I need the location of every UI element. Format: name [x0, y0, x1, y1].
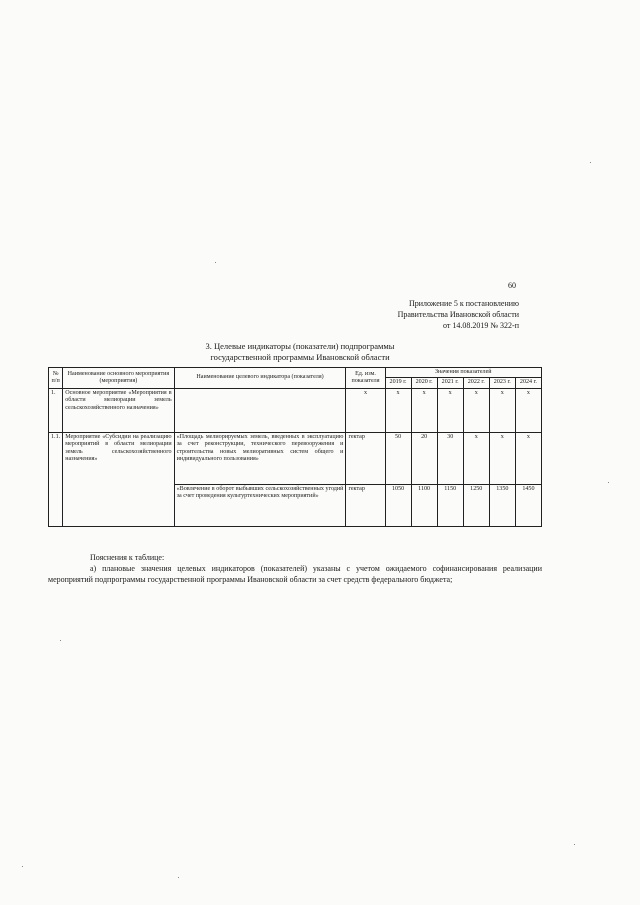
cell-event: Мероприятие «Субсидии на реализацию мероприятий в области мелиорации земель сельскохозяйственного назначения» — [63, 432, 174, 526]
cell-value: х — [515, 388, 541, 432]
cell-indicator — [174, 388, 346, 432]
header-year: 2024 г. — [515, 378, 541, 388]
cell-value: х — [411, 388, 437, 432]
scan-speck — [608, 482, 609, 483]
header-num: № п/п — [49, 368, 63, 389]
cell-value: х — [437, 388, 463, 432]
cell-unit: х — [346, 388, 385, 432]
cell-value: 30 — [437, 432, 463, 484]
scan-speck — [178, 877, 179, 878]
table-row — [49, 432, 542, 484]
cell-value: 50 — [385, 432, 411, 484]
cell-unit: гектар — [346, 432, 385, 484]
appendix-line: Приложение 5 к постановлению — [408, 299, 519, 308]
scan-speck — [60, 640, 61, 641]
cell-value: х — [463, 388, 489, 432]
header-year: 2019 г. — [385, 378, 411, 388]
table-row — [49, 388, 542, 432]
header-values: Значения показателей — [385, 368, 541, 378]
header-unit: Ед. изм. показателя — [346, 368, 385, 389]
cell-value: х — [515, 432, 541, 484]
cell-num: 1.1. — [49, 432, 63, 526]
appendix-line: от 14.08.2019 № 322-п — [443, 321, 519, 330]
cell-value: 1050 — [385, 484, 411, 526]
cell-num: 1. — [49, 388, 63, 432]
table-header-row — [49, 368, 542, 378]
appendix-line: Правительства Ивановской области — [397, 310, 519, 319]
cell-value: х — [489, 432, 515, 484]
header-year: 2022 г. — [463, 378, 489, 388]
scan-speck — [590, 162, 591, 163]
indicators-table — [48, 367, 542, 527]
scan-speck — [22, 866, 23, 867]
page-number: 60 — [508, 281, 516, 290]
cell-indicator: «Площадь мелиорируемых земель, введенных в эксплуатацию за счет реконструкции, технического перевооружения и строительства новых мелиоративных систем общего и индивидуального пользования» — [174, 432, 346, 484]
notes-caption: Пояснения к таблице: — [90, 553, 165, 562]
table-notes — [48, 552, 542, 585]
header-year: 2023 г. — [489, 378, 515, 388]
notes-item-a: а) плановые значения целевых индикаторов (показателей) указаны с учетом ожидаемого софинансирования реализации мероприятий подпрограммы государственной программы Ивановской области за счет средств федерального бюджета; — [48, 564, 542, 584]
scan-speck — [574, 844, 575, 845]
cell-value: 1100 — [411, 484, 437, 526]
appendix-header — [279, 298, 519, 331]
header-year: 2020 г. — [411, 378, 437, 388]
cell-value: 1450 — [515, 484, 541, 526]
cell-value: х — [489, 388, 515, 432]
cell-value: 20 — [411, 432, 437, 484]
cell-value: 1150 — [437, 484, 463, 526]
cell-indicator: «Вовлечение в оборот выбывших сельскохозяйственных угодий за счет проведения культуртехнических мероприятий» — [174, 484, 346, 526]
cell-value: 1350 — [489, 484, 515, 526]
cell-value: х — [463, 432, 489, 484]
cell-event: Основное мероприятие «Мероприятия в области мелиорации земель сельскохозяйственного назначения» — [63, 388, 174, 432]
cell-unit: гектар — [346, 484, 385, 526]
cell-value: х — [385, 388, 411, 432]
title-line: государственной программы Ивановской области — [210, 352, 390, 362]
title-line: 3. Целевые индикаторы (показатели) подпрограммы — [205, 341, 395, 351]
scan-speck — [215, 262, 216, 263]
section-title — [170, 341, 430, 363]
header-year: 2021 г. — [437, 378, 463, 388]
header-event: Наименование основного мероприятия (мероприятия) — [63, 368, 174, 389]
cell-value: 1250 — [463, 484, 489, 526]
header-indicator: Наименование целевого индикатора (показателя) — [174, 368, 346, 389]
